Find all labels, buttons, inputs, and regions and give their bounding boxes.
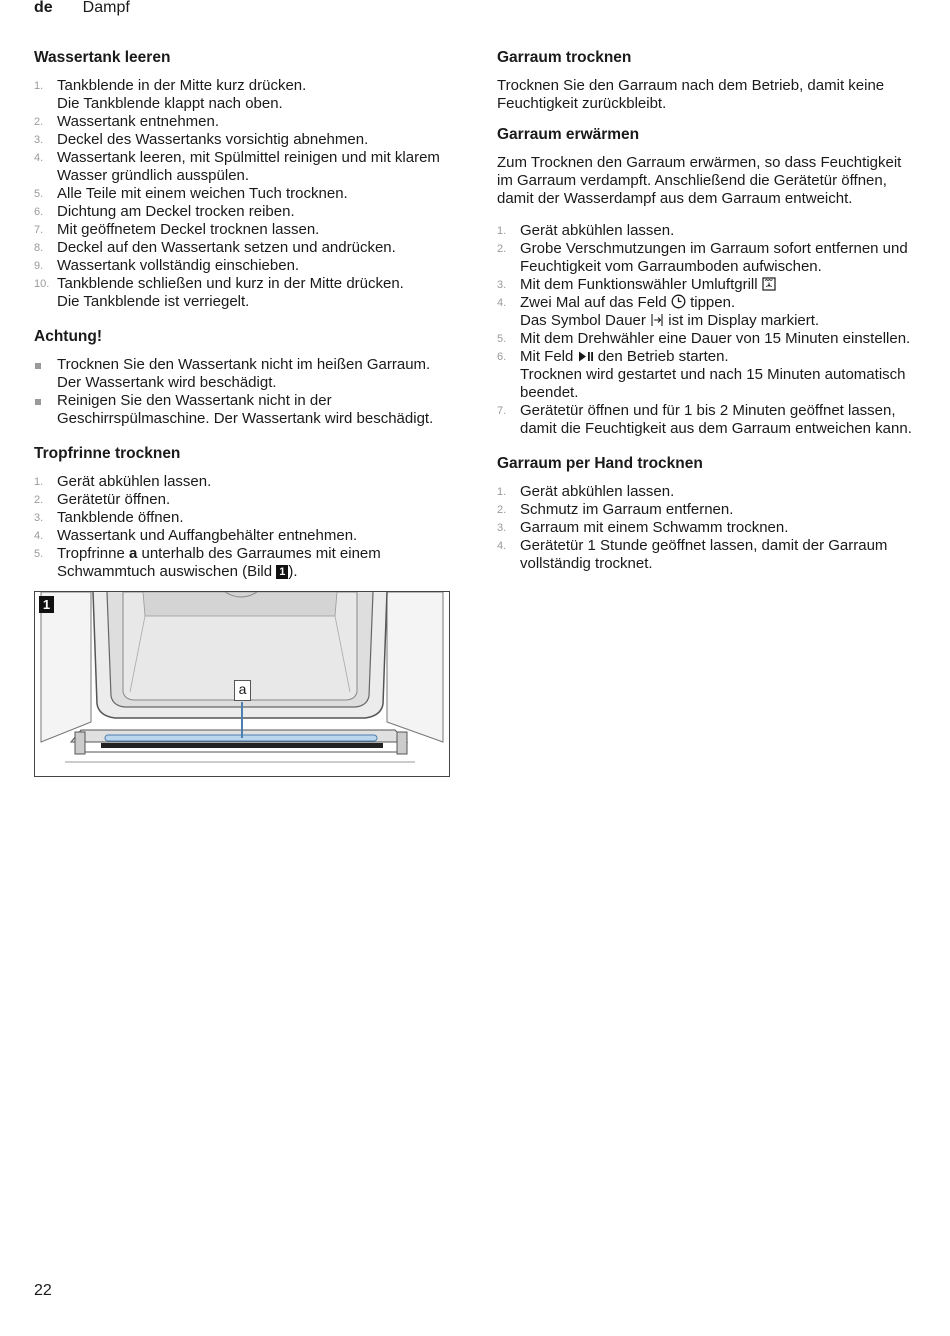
- fan-grill-icon: [762, 277, 776, 291]
- list-item: 3. Mit dem Funktionswähler Umluftgrill: [497, 276, 917, 294]
- hand-steps-list: [497, 483, 917, 573]
- page-number: 22: [34, 1282, 52, 1299]
- bullet-square-icon: [35, 363, 41, 369]
- section-title: Dampf: [82, 0, 130, 16]
- figure-number-badge: 1: [39, 596, 54, 613]
- bullet-square-icon: [35, 399, 41, 405]
- paragraph-heat: Zum Trocknen den Garraum erwärmen, so dass Feuchtigkeit im Garraum verdampft. Anschließend die Gerätetür öffnen, damit der Wasserdampf aus dem Garraum entweicht.: [497, 154, 902, 207]
- list-item: 3. Garraum mit einem Schwamm trocknen.: [497, 519, 789, 536]
- list-item: 9. Wassertank vollständig einschieben.: [34, 257, 300, 274]
- list-item: Reinigen Sie den Wassertank nicht in der Geschirrspülmaschine. Der Wassertank wird beschädigt.: [34, 392, 454, 428]
- heading-achtung: Achtung!: [34, 328, 103, 345]
- list-item: 1. Tankblende in der Mitte kurz drücken. Die Tankblende klappt nach oben.: [34, 77, 307, 112]
- language-code: de: [34, 0, 53, 16]
- list-item: 1. Gerät abkühlen lassen.: [497, 222, 675, 239]
- list-item: 4. Wassertank leeren, mit Spülmittel reinigen und mit klarem Wasser gründlich ausspülen.: [34, 149, 440, 184]
- list-item: 5. Alle Teile mit einem weichen Tuch trocknen.: [34, 185, 348, 202]
- list-item: 10. Tankblende schließen und kurz in der Mitte drücken. Die Tankblende ist verriegelt.: [34, 275, 404, 310]
- paragraph-dry: Trocknen Sie den Garraum nach dem Betrieb, damit keine Feuchtigkeit zurückbleibt.: [497, 77, 885, 112]
- list-item: 4. Zwei Mal auf das Feld tippen. Das Symbol Dauer ist im Display markiert.: [497, 294, 820, 329]
- callout-label-a: a: [234, 680, 251, 701]
- heading-garraum-trocknen: Garraum trocknen: [497, 49, 632, 66]
- list-item: 2. Grobe Verschmutzungen im Garraum sofort entfernen und Feuchtigkeit vom Garraumboden aufwischen.: [497, 240, 908, 275]
- page-header: [34, 0, 130, 18]
- list-item: 6. Dichtung am Deckel trocken reiben.: [34, 203, 295, 220]
- list-item: 6. Mit Feld den Betrieb starten. Trocknen wird gestartet und nach 15 Minuten automatisch beendet.: [497, 348, 906, 401]
- list-item: 5. Tropfrinne a unterhalb des Garraumes mit einem Schwammtuch auswischen (Bild 1 ).: [34, 545, 381, 580]
- list-item: 4. Gerätetür 1 Stunde geöffnet lassen, damit der Garraum vollständig trocknet.: [497, 537, 888, 572]
- list-item: 2. Schmutz im Garraum entfernen.: [497, 501, 734, 518]
- list-item: 7. Mit geöffnetem Deckel trocknen lassen.: [34, 221, 320, 238]
- list-item: 7. Gerätetür öffnen und für 1 bis 2 Minuten geöffnet lassen, damit die Feuchtigkeit aus dem Garraum entweichen kann.: [497, 402, 912, 437]
- clock-icon: [671, 294, 686, 309]
- right-column: [497, 48, 917, 585]
- left-column: [34, 48, 454, 777]
- heading-wassertank-leeren: Wassertank leeren: [34, 49, 171, 66]
- figure-drip-channel: [34, 591, 450, 777]
- heading-tropfrinne: Tropfrinne trocknen: [34, 445, 181, 462]
- label-a-ref: a: [128, 545, 138, 562]
- list-item: 2. Gerätetür öffnen.: [34, 491, 171, 508]
- list-item: Trocknen Sie den Wassertank nicht im heißen Garraum. Der Wassertank wird beschädigt.: [34, 356, 454, 392]
- list-item: 3. Tankblende öffnen.: [34, 509, 184, 526]
- list-item: 3. Deckel des Wassertanks vorsichtig abnehmen.: [34, 131, 369, 148]
- heading-garraum-per-hand: Garraum per Hand trocknen: [497, 455, 703, 472]
- list-item: 2. Wassertank entnehmen.: [34, 113, 220, 130]
- drip-steps-list: [34, 473, 454, 581]
- heading-garraum-erwaermen: Garraum erwärmen: [497, 126, 640, 143]
- tank-steps-list: [34, 77, 454, 311]
- list-item: 1. Gerät abkühlen lassen.: [497, 483, 675, 500]
- play-pause-icon: [578, 350, 594, 363]
- heat-steps-list: [497, 222, 917, 438]
- list-item: 1. Gerät abkühlen lassen.: [34, 473, 212, 490]
- list-item: 5. Mit dem Drehwähler eine Dauer von 15 Minuten einstellen.: [497, 330, 911, 347]
- figure-ref-badge: 1: [276, 565, 288, 579]
- list-item: 8. Deckel auf den Wassertank setzen und andrücken.: [34, 239, 396, 256]
- duration-icon: [650, 313, 664, 327]
- list-item: 4. Wassertank und Auffangbehälter entnehmen.: [34, 527, 358, 544]
- warning-list: [34, 356, 454, 428]
